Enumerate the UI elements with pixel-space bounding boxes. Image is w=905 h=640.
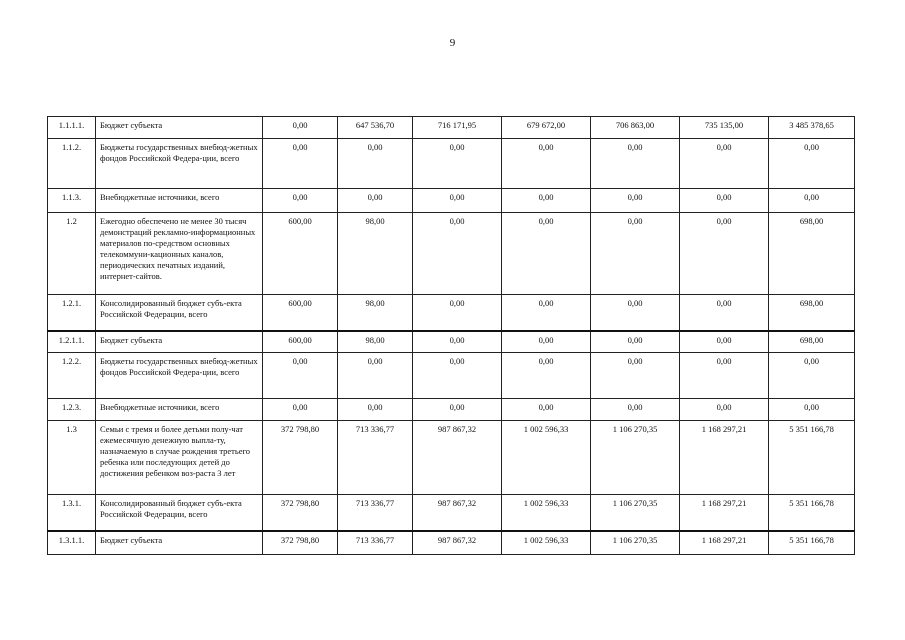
table-row (48, 117, 855, 139)
table-row (48, 495, 855, 531)
value-cell: 0,00 (413, 331, 502, 353)
value-cell: 0,00 (502, 189, 591, 213)
value-cell: 698,00 (769, 213, 855, 295)
row-name: Ежегодно обеспечено не менее 30 тысяч демонстраций рекламно-информационных материалов по-средством основных телекоммуни-кационных каналов, периодических печатных изданий, интернет-сайтов. (96, 213, 263, 295)
value-cell: 0,00 (502, 295, 591, 331)
value-cell: 1 168 297,21 (680, 531, 769, 555)
value-cell: 706 863,00 (591, 117, 680, 139)
value-cell: 0,00 (413, 189, 502, 213)
value-cell: 372 798,80 (263, 421, 338, 495)
table-row (48, 295, 855, 331)
row-code: 1.2.3. (48, 399, 96, 421)
value-cell: 0,00 (591, 295, 680, 331)
value-cell: 1 002 596,33 (502, 495, 591, 531)
row-code: 1.2.1.1. (48, 331, 96, 353)
value-cell: 0,00 (591, 399, 680, 421)
table-row (48, 531, 855, 555)
table-row (48, 353, 855, 399)
value-cell: 0,00 (769, 139, 855, 189)
value-cell: 716 171,95 (413, 117, 502, 139)
value-cell: 0,00 (338, 139, 413, 189)
row-name: Внебюджетные источники, всего (96, 399, 263, 421)
value-cell: 679 672,00 (502, 117, 591, 139)
row-code: 1.1.1.1. (48, 117, 96, 139)
value-cell: 0,00 (680, 213, 769, 295)
value-cell: 0,00 (338, 189, 413, 213)
value-cell: 735 135,00 (680, 117, 769, 139)
budget-table (47, 116, 855, 555)
value-cell: 3 485 378,65 (769, 117, 855, 139)
page-number: 9 (449, 37, 456, 49)
row-name: Внебюджетные источники, всего (96, 189, 263, 213)
value-cell: 0,00 (680, 189, 769, 213)
value-cell: 987 867,32 (413, 421, 502, 495)
row-code: 1.1.2. (48, 139, 96, 189)
value-cell: 0,00 (263, 139, 338, 189)
value-cell: 1 106 270,35 (591, 495, 680, 531)
value-cell: 0,00 (413, 139, 502, 189)
row-code: 1.1.3. (48, 189, 96, 213)
row-code: 1.2.1. (48, 295, 96, 331)
value-cell: 987 867,32 (413, 495, 502, 531)
row-code: 1.3.1.1. (48, 531, 96, 555)
value-cell: 372 798,80 (263, 531, 338, 555)
table-row (48, 399, 855, 421)
value-cell: 0,00 (413, 353, 502, 399)
value-cell: 600,00 (263, 331, 338, 353)
value-cell: 0,00 (263, 117, 338, 139)
value-cell: 0,00 (413, 295, 502, 331)
value-cell: 0,00 (680, 139, 769, 189)
value-cell: 698,00 (769, 295, 855, 331)
value-cell: 713 336,77 (338, 531, 413, 555)
value-cell: 0,00 (591, 331, 680, 353)
value-cell: 0,00 (680, 399, 769, 421)
row-name: Семьи с тремя и более детьми полу-чат ежемесячную денежную выпла-ту, назначаемую в случае рождения третьего ребенка или последующих детей до достижения ребенком воз-раста 3 лет (96, 421, 263, 495)
row-name: Бюджет субъекта (96, 331, 263, 353)
value-cell: 0,00 (502, 213, 591, 295)
value-cell: 698,00 (769, 331, 855, 353)
value-cell: 0,00 (591, 213, 680, 295)
value-cell: 0,00 (502, 353, 591, 399)
row-code: 1.2.2. (48, 353, 96, 399)
value-cell: 0,00 (502, 399, 591, 421)
value-cell: 1 002 596,33 (502, 421, 591, 495)
table-row (48, 139, 855, 189)
value-cell: 600,00 (263, 295, 338, 331)
value-cell: 0,00 (263, 189, 338, 213)
value-cell: 0,00 (263, 353, 338, 399)
table-row (48, 421, 855, 495)
value-cell: 98,00 (338, 295, 413, 331)
value-cell: 1 168 297,21 (680, 421, 769, 495)
value-cell: 0,00 (591, 353, 680, 399)
value-cell: 0,00 (413, 213, 502, 295)
row-code: 1.2 (48, 213, 96, 295)
value-cell: 713 336,77 (338, 495, 413, 531)
row-name: Бюджеты государственных внебюд-жетных фондов Российской Федера-ции, всего (96, 353, 263, 399)
value-cell: 5 351 166,78 (769, 421, 855, 495)
table-row (48, 213, 855, 295)
table-row (48, 331, 855, 353)
value-cell: 1 106 270,35 (591, 531, 680, 555)
value-cell: 98,00 (338, 213, 413, 295)
value-cell: 987 867,32 (413, 531, 502, 555)
value-cell: 0,00 (680, 331, 769, 353)
value-cell: 5 351 166,78 (769, 531, 855, 555)
value-cell: 600,00 (263, 213, 338, 295)
value-cell: 0,00 (263, 399, 338, 421)
value-cell: 0,00 (769, 399, 855, 421)
value-cell: 0,00 (338, 399, 413, 421)
value-cell: 5 351 166,78 (769, 495, 855, 531)
value-cell: 0,00 (680, 353, 769, 399)
row-name: Бюджет субъекта (96, 531, 263, 555)
value-cell: 0,00 (338, 353, 413, 399)
value-cell: 1 168 297,21 (680, 495, 769, 531)
table-row (48, 189, 855, 213)
value-cell: 1 106 270,35 (591, 421, 680, 495)
value-cell: 98,00 (338, 331, 413, 353)
value-cell: 1 002 596,33 (502, 531, 591, 555)
value-cell: 0,00 (769, 189, 855, 213)
value-cell: 647 536,70 (338, 117, 413, 139)
row-name: Консолидированный бюджет субъ-екта Российской Федерации, всего (96, 495, 263, 531)
value-cell: 372 798,80 (263, 495, 338, 531)
value-cell: 713 336,77 (338, 421, 413, 495)
value-cell: 0,00 (502, 331, 591, 353)
value-cell: 0,00 (502, 139, 591, 189)
value-cell: 0,00 (413, 399, 502, 421)
row-name: Консолидированный бюджет субъ-екта Российской Федерации, всего (96, 295, 263, 331)
value-cell: 0,00 (591, 189, 680, 213)
value-cell: 0,00 (769, 353, 855, 399)
value-cell: 0,00 (591, 139, 680, 189)
row-code: 1.3 (48, 421, 96, 495)
row-name: Бюджеты государственных внебюд-жетных фондов Российской Федера-ции, всего (96, 139, 263, 189)
row-code: 1.3.1. (48, 495, 96, 531)
row-name: Бюджет субъекта (96, 117, 263, 139)
value-cell: 0,00 (680, 295, 769, 331)
